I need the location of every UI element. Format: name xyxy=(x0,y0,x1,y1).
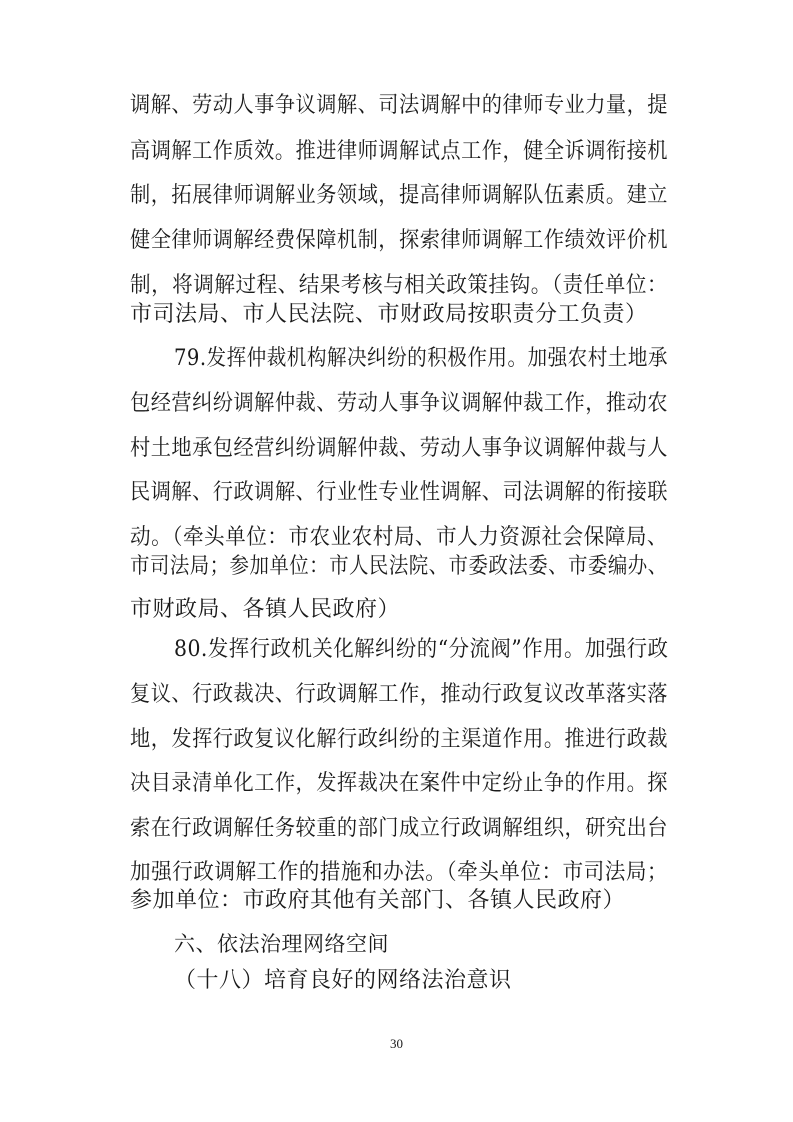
text-line: 索在行政调解任务较重的部门成立行政调解组织，研究出台 xyxy=(130,816,669,841)
text-line: 加强行政调解工作的措施和办法。（牵头单位：市司法局； xyxy=(130,860,669,885)
text-line: 市司法局；参加单位：市人民法院、市委政法委、市委编办、 xyxy=(130,554,668,579)
text-line: 村土地承包经营纠纷调解仲裁、劳动人事争议调解仲裁与人 xyxy=(130,436,669,461)
text-line: 制，将调解过程、结果考核与相关政策挂钩。（责任单位： xyxy=(130,273,669,298)
text-line: 包经营纠纷调解仲裁、劳动人事争议调解仲裁工作，推动农 xyxy=(130,391,669,416)
text-line: 地，发挥行政复议化解行政纠纷的主渠道作用。推进行政裁 xyxy=(130,727,669,752)
text-line: 健全律师调解经费保障机制，探索律师调解工作绩效评价机 xyxy=(130,228,669,253)
page-number: 30 xyxy=(390,1036,403,1051)
text-line: 决目录清单化工作，发挥裁决在案件中定纷止争的作用。探 xyxy=(130,771,669,796)
text-line: 复议、行政裁决、行政调解工作，推动行政复议改革落实落 xyxy=(130,682,669,707)
text-line: 参加单位：市政府其他有关部门、各镇人民政府） xyxy=(130,888,626,913)
text-line: 制，拓展律师调解业务领域，提高律师调解队伍素质。建立 xyxy=(130,183,669,208)
section-heading: 六、依法治理网络空间 xyxy=(174,932,389,956)
text-line: 动。（牵头单位：市农业农村局、市人力资源社会保障局、 xyxy=(130,525,669,550)
text-line: 调解、劳动人事争议调解、司法调解中的律师专业力量，提 xyxy=(130,93,669,118)
text-line: 市司法局、市人民法院、市财政局按职责分工负责） xyxy=(130,302,648,327)
paragraph-80-start: 80.发挥行政机关化解纠纷的“分流阀”作用。加强行政 xyxy=(174,637,669,662)
paragraph-79-start: 79.发挥仲裁机构解决纠纷的积极作用。加强农村土地承 xyxy=(174,346,668,371)
subsection-heading: （十八）培育良好的网络法治意识 xyxy=(174,968,512,993)
text-line: 市财政局、各镇人民政府） xyxy=(130,597,401,622)
text-line: 高调解工作质效。推进律师调解试点工作，健全诉调衔接机 xyxy=(130,139,669,164)
text-line: 民调解、行政调解、行业性专业性调解、司法调解的衔接联 xyxy=(130,480,669,505)
